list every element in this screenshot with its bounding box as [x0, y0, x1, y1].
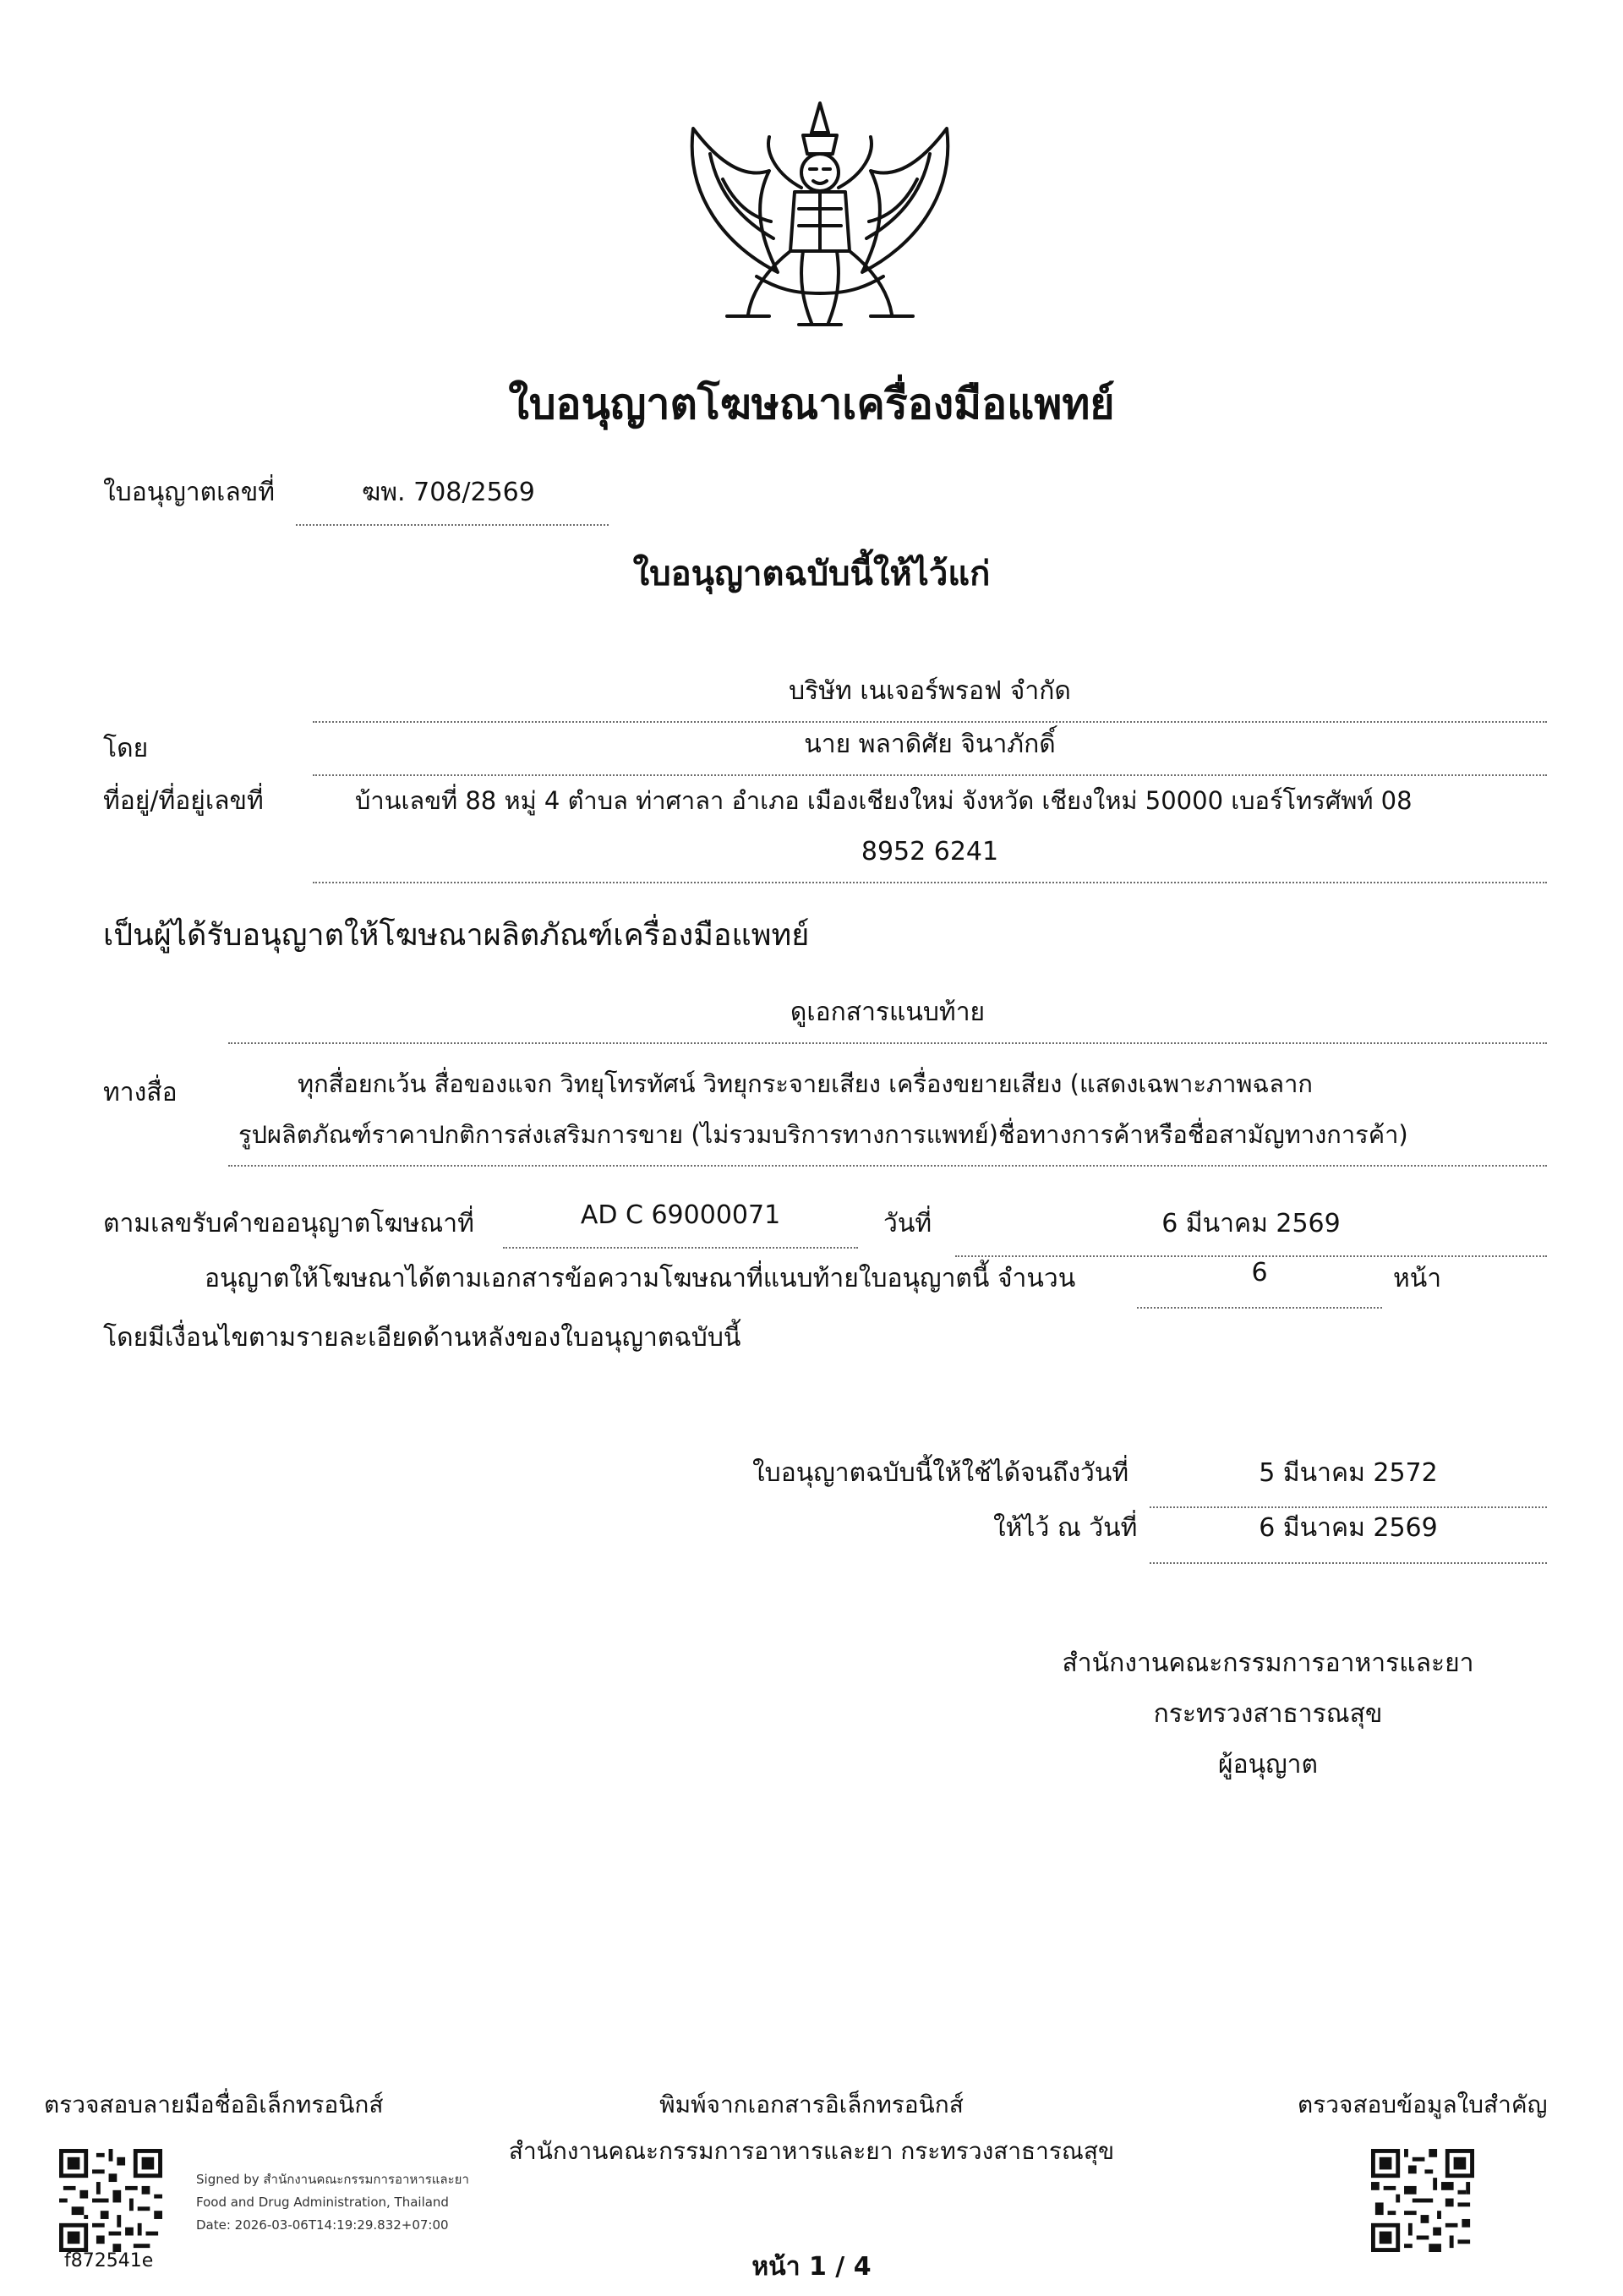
request-no-label: ตามเลขรับคำขออนุญาตโฆษณาที่ [103, 1209, 474, 1238]
printed-from-org: สำนักงานคณะกรรมการอาหารและยา กระทรวงสาธารณสุข [508, 2137, 1115, 2165]
by-name: นาย พลาดิศัย จินาภักดิ์ [804, 730, 1056, 759]
license-no-label: ใบอนุญาตเลขที่ [103, 478, 276, 507]
media-line-2: รูปผลิตภัณฑ์ราคาปกติการส่งเสริมการขาย (ไม่รวมบริการทางการแพทย์)ชื่อทางการค้าหรือชื่อสามัญทางการค้า) [238, 1120, 1408, 1149]
request-date-label: วันที่ [883, 1209, 932, 1238]
company-rule [313, 721, 1547, 723]
granted-to-heading: ใบอนุญาตฉบับนี้ให้ไว้แก่ [632, 555, 991, 593]
qr-code-icon[interactable] [1369, 2147, 1476, 2254]
product-value: ดูเอกสารแนบท้าย [790, 998, 986, 1027]
signed-by: Signed by สำนักงานคณะกรรมการอาหารและยา [196, 2172, 469, 2187]
request-date-value: 6 มีนาคม 2569 [1161, 1209, 1341, 1238]
page-count-value: 6 [1251, 1258, 1268, 1287]
by-label: โดย [103, 734, 149, 763]
request-no-value: AD C 69000071 [580, 1200, 781, 1230]
by-rule [313, 774, 1547, 776]
company-name: บริษัท เนเจอร์พรอฟ จำกัด [789, 676, 1071, 706]
issued-date-rule [1150, 1562, 1547, 1564]
license-no-rule [296, 524, 609, 526]
conditions-text: โดยมีเงื่อนไขตามรายละเอียดด้านหลังของใบอนุญาตฉบับนี้ [103, 1323, 741, 1353]
printed-from-label: พิมพ์จากเอกสารอิเล็กทรอนิกส์ [659, 2091, 964, 2118]
request-date-rule [955, 1255, 1547, 1257]
document-title: ใบอนุญาตโฆษณาเครื่องมือแพทย์ [508, 380, 1115, 429]
address-line-2: 8952 6241 [861, 837, 999, 866]
licensee-statement: เป็นผู้ได้รับอนุญาตให้โฆษณาผลิตภัณฑ์เครื่องมือแพทย์ [103, 918, 810, 953]
address-line-1: บ้านเลขที่ 88 หมู่ 4 ตำบล ท่าศาลา อำเภอ เมืองเชียงใหม่ จังหวัด เชียงใหม่ 50000 เบอร์โทรศัพท์ 08 [355, 786, 1413, 815]
license-no-value: ฆพ. 708/2569 [362, 478, 535, 507]
hash-code: f872541e [64, 2250, 154, 2271]
authority-line-1: สำนักงานคณะกรรมการอาหารและยา [1062, 1648, 1474, 1678]
valid-until-value: 5 มีนาคม 2572 [1259, 1458, 1438, 1488]
page-count-rule [1137, 1307, 1382, 1309]
authority-line-2: กระทรวงสาธารณสุข [1153, 1699, 1383, 1729]
address-rule [313, 882, 1547, 883]
product-rule [228, 1042, 1547, 1044]
media-label: ทางสื่อ [103, 1078, 178, 1107]
valid-until-rule [1150, 1506, 1547, 1508]
request-no-rule [503, 1247, 858, 1249]
issued-label: ให้ไว้ ณ วันที่ [993, 1513, 1138, 1543]
garuda-emblem-icon [676, 95, 964, 348]
permit-text: อนุญาตให้โฆษณาได้ตามเอกสารข้อความโฆษณาที่แนบท้ายใบอนุญาตนี้ จำนวน [205, 1264, 1076, 1293]
verify-document-label: ตรวจสอบข้อมูลใบสำคัญ [1298, 2091, 1548, 2118]
qr-code-icon[interactable] [57, 2147, 164, 2254]
pages-unit: หน้า [1393, 1264, 1442, 1293]
issued-date-value: 6 มีนาคม 2569 [1259, 1513, 1438, 1543]
verify-signature-label: ตรวจสอบลายมือชื่ออิเล็กทรอนิกส์ [44, 2091, 384, 2118]
address-label: ที่อยู่/ที่อยู่เลขที่ [103, 786, 264, 816]
media-line-1: ทุกสื่อยกเว้น สื่อของแจก วิทยุโทรทัศน์ วิทยุกระจายเสียง เครื่องขยายเสียง (แสดงเฉพาะภาพฉลาก [298, 1069, 1313, 1098]
page-indicator: หน้า 1 / 4 [751, 2252, 872, 2282]
signed-date: Date: 2026-03-06T14:19:29.832+07:00 [196, 2217, 449, 2233]
media-rule [228, 1165, 1547, 1167]
authority-line-3: ผู้อนุญาต [1218, 1750, 1318, 1779]
valid-until-label: ใบอนุญาตฉบับนี้ให้ใช้ได้จนถึงวันที่ [752, 1458, 1129, 1488]
signed-org: Food and Drug Administration, Thailand [196, 2195, 449, 2210]
